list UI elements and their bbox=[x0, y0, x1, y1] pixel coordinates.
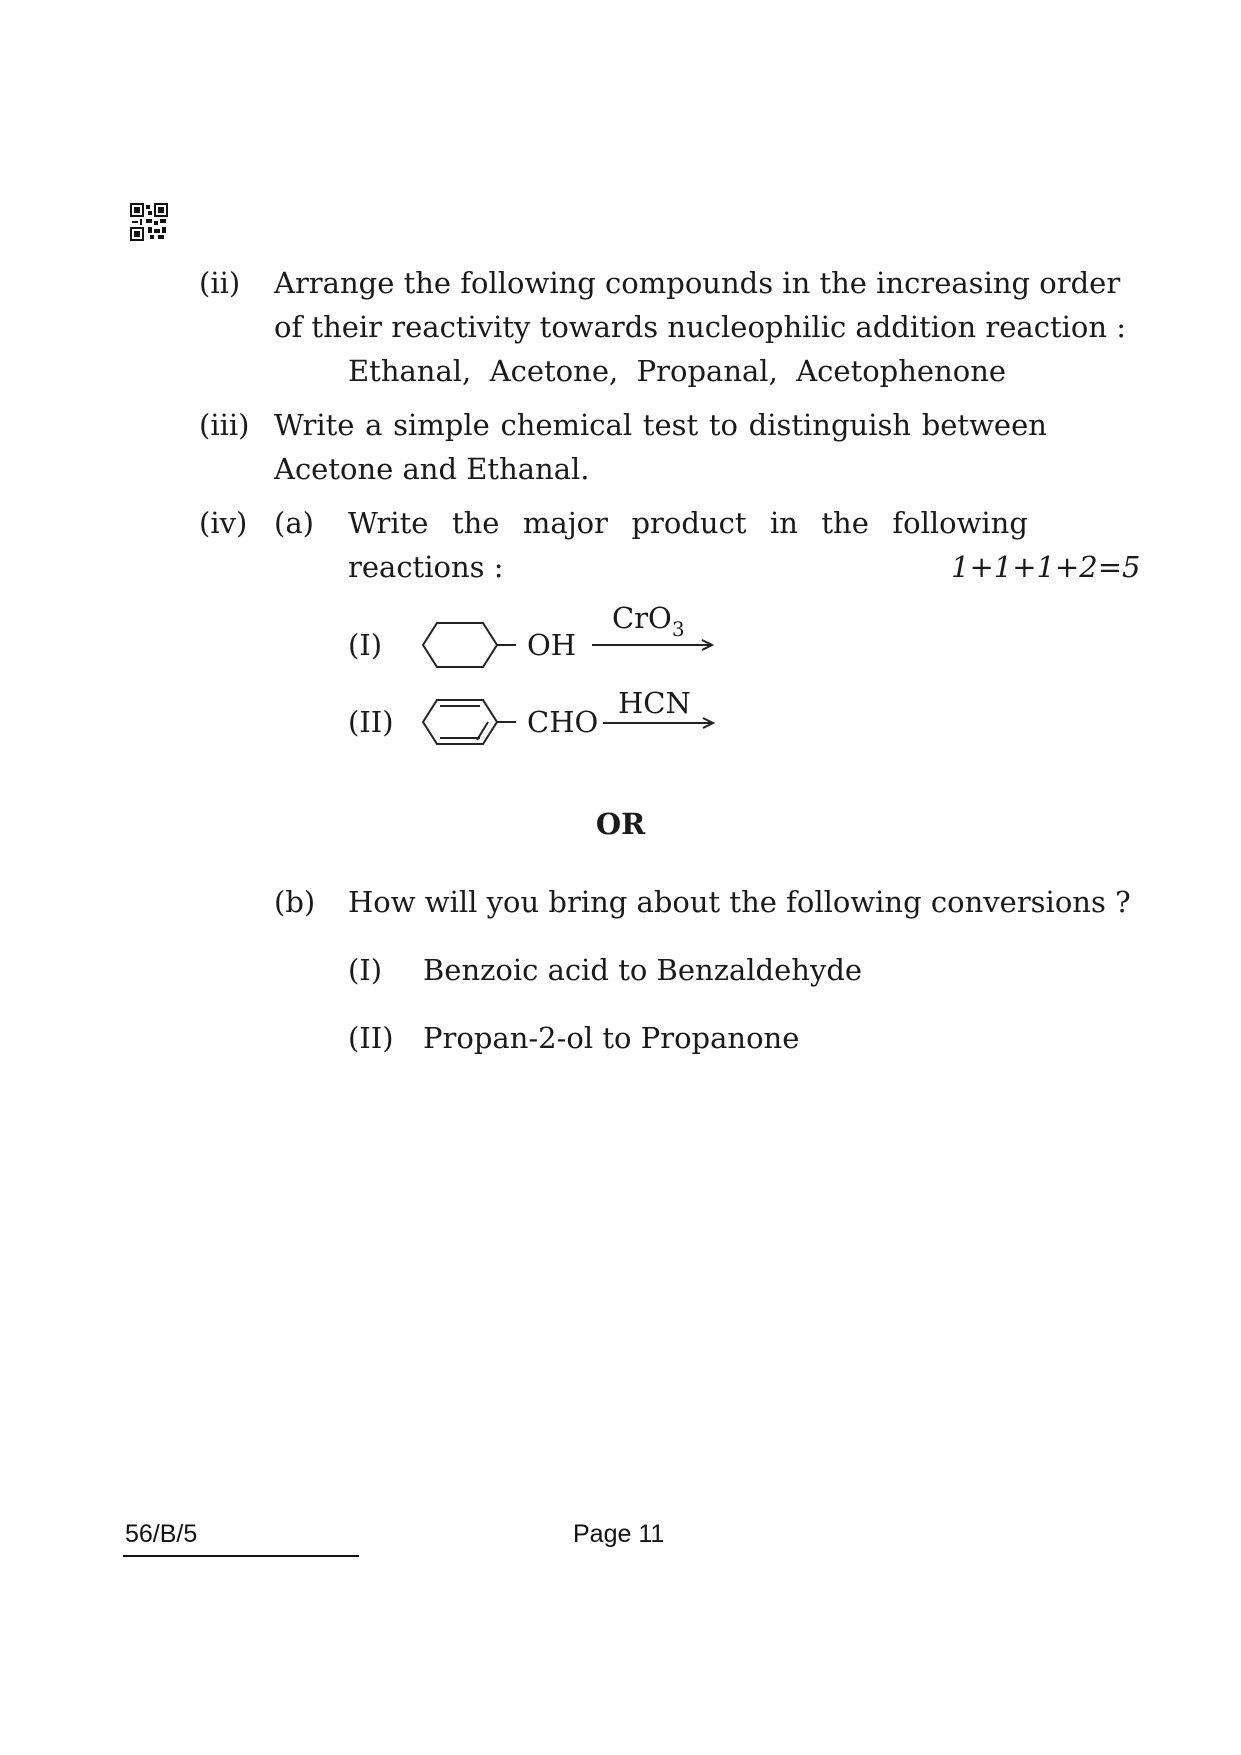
reagent-label: CrO$_3$ bbox=[612, 601, 685, 641]
part-label: (b) bbox=[274, 885, 316, 919]
question-text-line: Acetone and Ethanal. bbox=[274, 452, 590, 486]
cyclohexane-ring-icon bbox=[420, 620, 520, 670]
reaction-number: (II) bbox=[348, 705, 394, 739]
question-text-line: reactions : bbox=[348, 550, 504, 584]
conversion-number: (I) bbox=[348, 953, 383, 987]
qr-code-icon bbox=[130, 203, 168, 241]
reaction-arrow-icon bbox=[603, 715, 717, 731]
paper-code: 56/B/5 bbox=[125, 1520, 198, 1548]
word: following bbox=[892, 506, 1028, 540]
marks-label: 1+1+1+2=5 bbox=[951, 550, 1141, 584]
word: distinguish bbox=[748, 408, 912, 442]
question-text-line bbox=[348, 501, 1028, 545]
question-number: (iii) bbox=[199, 408, 250, 442]
word: to bbox=[708, 408, 738, 442]
compound-list: Ethanal, Acetone, Propanal, Acetophenone bbox=[348, 354, 1007, 388]
functional-group: OH bbox=[527, 628, 577, 662]
conversion-text: Benzoic acid to Benzaldehyde bbox=[423, 953, 863, 987]
reaction-number: (I) bbox=[348, 628, 383, 662]
page-number: Page 11 bbox=[573, 1520, 665, 1548]
question-number: (iv) bbox=[199, 506, 248, 540]
word: in bbox=[769, 506, 798, 540]
word: between bbox=[921, 408, 1047, 442]
word: Write bbox=[274, 408, 355, 442]
word: major bbox=[522, 506, 609, 540]
reagent-label: HCN bbox=[618, 686, 691, 720]
word: Write bbox=[348, 506, 429, 540]
question-text-line bbox=[274, 261, 1121, 305]
word: test bbox=[642, 408, 699, 442]
question-text: Arrange the following compounds in the increasing order bbox=[274, 266, 1121, 300]
word: the bbox=[451, 506, 500, 540]
footer-rule bbox=[123, 1555, 359, 1557]
word: the bbox=[821, 506, 869, 540]
conversion-text: Propan-2-ol to Propanone bbox=[423, 1021, 800, 1055]
question-text-line bbox=[274, 403, 1047, 447]
or-separator: OR bbox=[595, 807, 646, 841]
word: simple bbox=[393, 408, 490, 442]
reaction-arrow-icon bbox=[592, 637, 716, 653]
part-label: (a) bbox=[274, 506, 314, 540]
question-text-line: of their reactivity towards nucleophilic addition reaction : bbox=[274, 310, 1127, 344]
question-number: (ii) bbox=[199, 266, 241, 300]
conversion-number: (II) bbox=[348, 1021, 394, 1055]
word: a bbox=[365, 408, 383, 442]
question-text: How will you bring about the following conversions ? bbox=[348, 885, 1131, 919]
functional-group: CHO bbox=[527, 705, 599, 739]
word: product bbox=[631, 506, 747, 540]
word: chemical bbox=[500, 408, 633, 442]
benzene-ring-icon bbox=[420, 697, 520, 747]
